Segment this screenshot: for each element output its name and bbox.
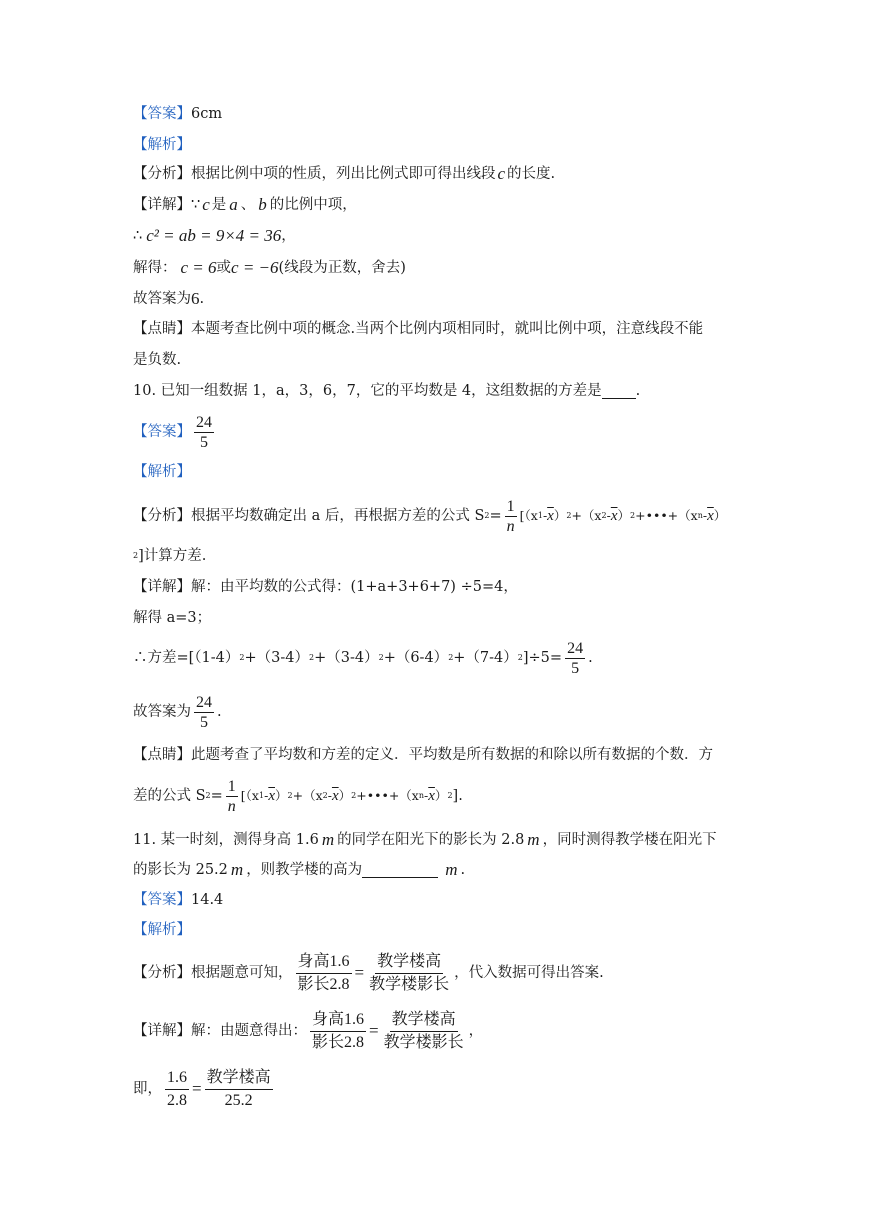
superscript: 2 [448, 653, 454, 662]
formula-part: ） [338, 788, 352, 803]
dianjing-tag: 【点睛】 [133, 747, 191, 763]
formula-part: +（x [292, 788, 323, 803]
q9-xj-rest: 的比例中项， [269, 197, 357, 213]
q10-dj-line2-pre: 差的公式 S [133, 788, 206, 804]
subscript: 2 [322, 791, 328, 800]
q11-answer-line [133, 890, 223, 910]
q9-var-a: a [229, 195, 238, 214]
formula-part: - [606, 508, 611, 523]
superscript: 2 [517, 653, 523, 662]
q11-xj-a: 解：由题意得出： [191, 1023, 307, 1039]
period: . [217, 704, 222, 720]
q10-dianjing-line2 [133, 774, 463, 818]
q10-solve-line [133, 608, 211, 628]
x-bar: $\overline{x}$ [547, 508, 554, 524]
q9-eq1-line [133, 226, 296, 246]
formula-part: ） [274, 788, 288, 803]
q11-question-e: ，则教学楼的高为 [246, 862, 363, 878]
q11-blank [362, 863, 438, 878]
superscript: 2 [351, 791, 357, 800]
fraction-denominator: 5 [571, 659, 580, 677]
fraction-numerator: 24 [196, 693, 212, 711]
analysis-tag: 【解析】 [133, 137, 191, 153]
superscript: 2 [205, 791, 211, 800]
q9-is: 是 [211, 197, 227, 213]
q9-sol2: c = −6 [231, 258, 279, 277]
q10-xiangjie-line [133, 577, 518, 597]
q9-fenxi-text-b: 的长度. [507, 166, 556, 182]
formula-part: - [424, 788, 429, 803]
subscript: 1 [537, 511, 543, 520]
subscript: n [418, 791, 425, 800]
q11-question-line2 [133, 860, 465, 880]
formula-part: +（x [571, 508, 602, 523]
fraction-numerator: 1.6 [165, 1067, 189, 1090]
fraction-denominator: n [227, 797, 236, 815]
fraction-numerator: 身高1.6 [310, 1009, 366, 1032]
equals: = [354, 963, 365, 982]
formula-part: - [327, 788, 332, 803]
q9-final-line [133, 289, 204, 309]
superscript: 2 [239, 653, 245, 662]
q9-dianjing-line1 [133, 319, 703, 339]
fraction-numerator: 1 [227, 777, 236, 795]
x-bar: $\overline{x}$ [428, 788, 435, 804]
fenxi-tag: 【分析】 [133, 508, 191, 524]
superscript: 2 [630, 511, 636, 520]
fraction-denominator: 影长2.8 [312, 1033, 365, 1051]
q10-one-over-n [505, 497, 517, 536]
fraction-numerator: 1 [506, 497, 515, 515]
fraction-numerator: 24 [567, 639, 584, 657]
q10-fenxi-line2 [133, 546, 206, 566]
x-bar: $\overline{x}$ [610, 508, 618, 524]
unit-m: m [321, 830, 335, 849]
superscript: 2 [378, 653, 384, 662]
formula-part: - [702, 508, 708, 523]
formula-part: - [542, 508, 548, 523]
q11-frac-building [367, 951, 451, 996]
q11-analysis-tag-line [133, 920, 191, 940]
q10-final-fraction [194, 693, 214, 732]
q11-question-b: 的同学在阳光下的影长为 2.8 [337, 832, 525, 848]
q9-answer: 6cm [191, 106, 223, 122]
q9-dj-line2: 是负数. [133, 352, 182, 368]
q11-ji-line [133, 1066, 276, 1112]
superscript: 2 [447, 791, 453, 800]
x-bar: $\overline{x}$ [707, 508, 714, 524]
q9-sol-note: (线段为正数，舍去) [278, 260, 406, 276]
q10-variance-fraction [565, 639, 585, 678]
superscript: 2 [484, 511, 490, 520]
unit-m: m [230, 860, 244, 879]
answer-tag: 【答案】 [133, 424, 191, 440]
q9-sol1: c = 6 [180, 258, 217, 277]
q11-frac-numbers [165, 1067, 189, 1112]
q9-solve-label: 解得： [133, 260, 177, 276]
fraction-denominator: 教学楼影长 [369, 975, 450, 993]
fraction-numerator: 24 [196, 413, 212, 431]
xiangjie-tag: 【详解】 [133, 1023, 191, 1039]
period: . [588, 650, 593, 666]
q10-question: 10. 已知一组数据 1，a，3，6，7，它的平均数是 4，这组数据的方差是 [133, 383, 602, 399]
q9-dj-line1: 本题考查比例中项的概念.当两个比例内项相同时，就叫比例中项，注意线段不能 [191, 321, 704, 337]
q10-answer-fraction [194, 413, 214, 452]
q9-solve-line [133, 258, 406, 278]
q11-frac-height-shadow [296, 951, 352, 996]
var-part: ]÷5= [522, 650, 563, 666]
q9-therefore: ∴ [133, 228, 143, 244]
subscript: n [697, 511, 703, 520]
q10-fenxi-text: 根据平均数确定出 a 后，再根据方差的公式 S [191, 508, 485, 524]
formula-part: - [264, 788, 269, 803]
q11-xj-end: ， [468, 1023, 484, 1039]
var-part: +（3-4） [314, 650, 379, 666]
equals: = [369, 1021, 379, 1040]
formula-part: ） [713, 508, 727, 523]
q9-answer-line [133, 104, 222, 124]
q10-final-line [133, 690, 222, 734]
q10-variance-line [133, 636, 593, 680]
q11-fenxi-a: 根据题意可知， [191, 965, 293, 981]
fraction-numerator: 教学楼高 [390, 1009, 458, 1032]
q9-final-a: 故答案为 [133, 291, 191, 307]
equals: = [489, 508, 502, 524]
equals: = [210, 788, 223, 804]
x-bar: $\overline{x}$ [268, 788, 275, 804]
q10-dj-one-over-n [226, 777, 238, 816]
subscript: 1 [258, 791, 265, 800]
q9-eq1-end: ， [281, 228, 296, 244]
unit-m: m [527, 830, 540, 849]
fraction-denominator: 25.2 [224, 1091, 253, 1109]
subscript: 2 [601, 511, 607, 520]
formula-part: +•••+（x [356, 788, 419, 803]
var-part: ∴方差=[（1-4） [133, 650, 240, 666]
q9-fenxi-var: c [497, 164, 506, 183]
fraction-numerator: 教学楼高 [375, 951, 443, 974]
fenxi-tag: 【分析】 [133, 166, 191, 182]
q9-fenxi-line [133, 164, 555, 184]
unit-m: m [445, 860, 458, 879]
q11-question-c: ，同时测得教学楼在阳光下 [542, 832, 717, 848]
formula-part: ） [434, 788, 448, 803]
var-part: +（7-4） [453, 650, 518, 666]
q10-question-line [133, 381, 640, 401]
q11-xj-frac-building [382, 1009, 466, 1054]
q9-analysis-tag-line [133, 135, 191, 155]
var-part: +（6-4） [383, 650, 449, 666]
q11-answer: 14.4 [191, 892, 224, 908]
q9-eq1: c² = ab = 9×4 = 36 [146, 226, 282, 245]
q10-question-end: . [635, 383, 641, 399]
q10-fenxi-line [133, 494, 726, 538]
superscript: 2 [309, 653, 315, 662]
q11-question-line1 [133, 830, 717, 850]
q11-xiangjie-line [133, 1008, 483, 1054]
q9-final-b: . [199, 291, 205, 307]
fraction-denominator: n [506, 517, 515, 535]
formula-end: ]. [452, 788, 463, 804]
q9-sep: 、 [240, 197, 256, 213]
q10-calc-rest: ]计算方差. [138, 548, 207, 564]
fraction-denominator: 影长2.8 [297, 975, 350, 993]
fraction-denominator: 5 [200, 433, 208, 451]
formula-part: [（x [240, 788, 259, 803]
fraction-numerator: 身高1.6 [296, 951, 352, 974]
analysis-tag: 【解析】 [133, 922, 191, 938]
q11-fenxi-line [133, 950, 604, 996]
q10-answer-line [133, 410, 217, 454]
fraction-denominator: 5 [200, 713, 208, 731]
q11-fenxi-b: ，代入数据可得出答案. [454, 965, 604, 981]
xiangjie-tag: 【详解】 [133, 197, 191, 213]
q9-var-b: b [258, 195, 267, 214]
xiangjie-tag: 【详解】 [133, 579, 191, 595]
q9-fenxi-text-a: 根据比例中项的性质，列出比例式即可得出线段 [191, 166, 496, 182]
q10-blank [602, 384, 636, 399]
q9-because: ∵ [191, 197, 201, 213]
fenxi-tag: 【分析】 [133, 965, 191, 981]
q10-solve-a: 解得 a=3； [133, 610, 212, 626]
superscript: 2 [566, 511, 572, 520]
q11-xj-frac-height-shadow [310, 1009, 366, 1054]
superscript: 2 [287, 791, 293, 800]
q10-dj-line1: 此题考查了平均数和方差的定义．平均数是所有数据的和除以所有数据的个数．方 [191, 747, 713, 763]
formula-part: ） [617, 508, 630, 523]
formula-part: +•••+（x [635, 508, 698, 523]
fraction-numerator: 教学楼高 [205, 1067, 273, 1090]
answer-tag: 【答案】 [133, 892, 191, 908]
equals: = [192, 1079, 202, 1098]
q9-sol-or: 或 [216, 260, 232, 276]
analysis-tag: 【解析】 [133, 464, 191, 480]
q11-ji: 即， [133, 1081, 162, 1097]
q9-var-c: c [202, 195, 210, 214]
q11-question-a: 11. 某一时刻，测得身高 1.6 [133, 832, 319, 848]
x-bar: $\overline{x}$ [331, 788, 339, 804]
fraction-denominator: 2.8 [167, 1091, 187, 1109]
fraction-denominator: 教学楼影长 [383, 1033, 464, 1051]
dianjing-tag: 【点睛】 [133, 321, 191, 337]
q10-final-text: 故答案为 [133, 704, 191, 720]
q9-xiangjie-line [133, 195, 357, 215]
q10-analysis-tag-line [133, 462, 191, 482]
q9-final-val: 6 [191, 289, 200, 308]
q10-xj-text: 解：由平均数的公式得：(1+a+3+6+7) ÷5=4， [191, 579, 518, 595]
answer-tag: 【答案】 [133, 106, 191, 122]
q11-question-d: 的影长为 25.2 [133, 862, 228, 878]
q10-dianjing-line1 [133, 745, 713, 765]
formula-part: [（x [519, 508, 538, 523]
q11-frac-building-shadow [205, 1067, 273, 1112]
var-part: +（3-4） [244, 650, 309, 666]
superscript: 2 [133, 551, 139, 560]
q11-question-f: . [460, 862, 466, 878]
formula-part: ） [553, 508, 567, 523]
q9-dianjing-line2 [133, 350, 181, 370]
